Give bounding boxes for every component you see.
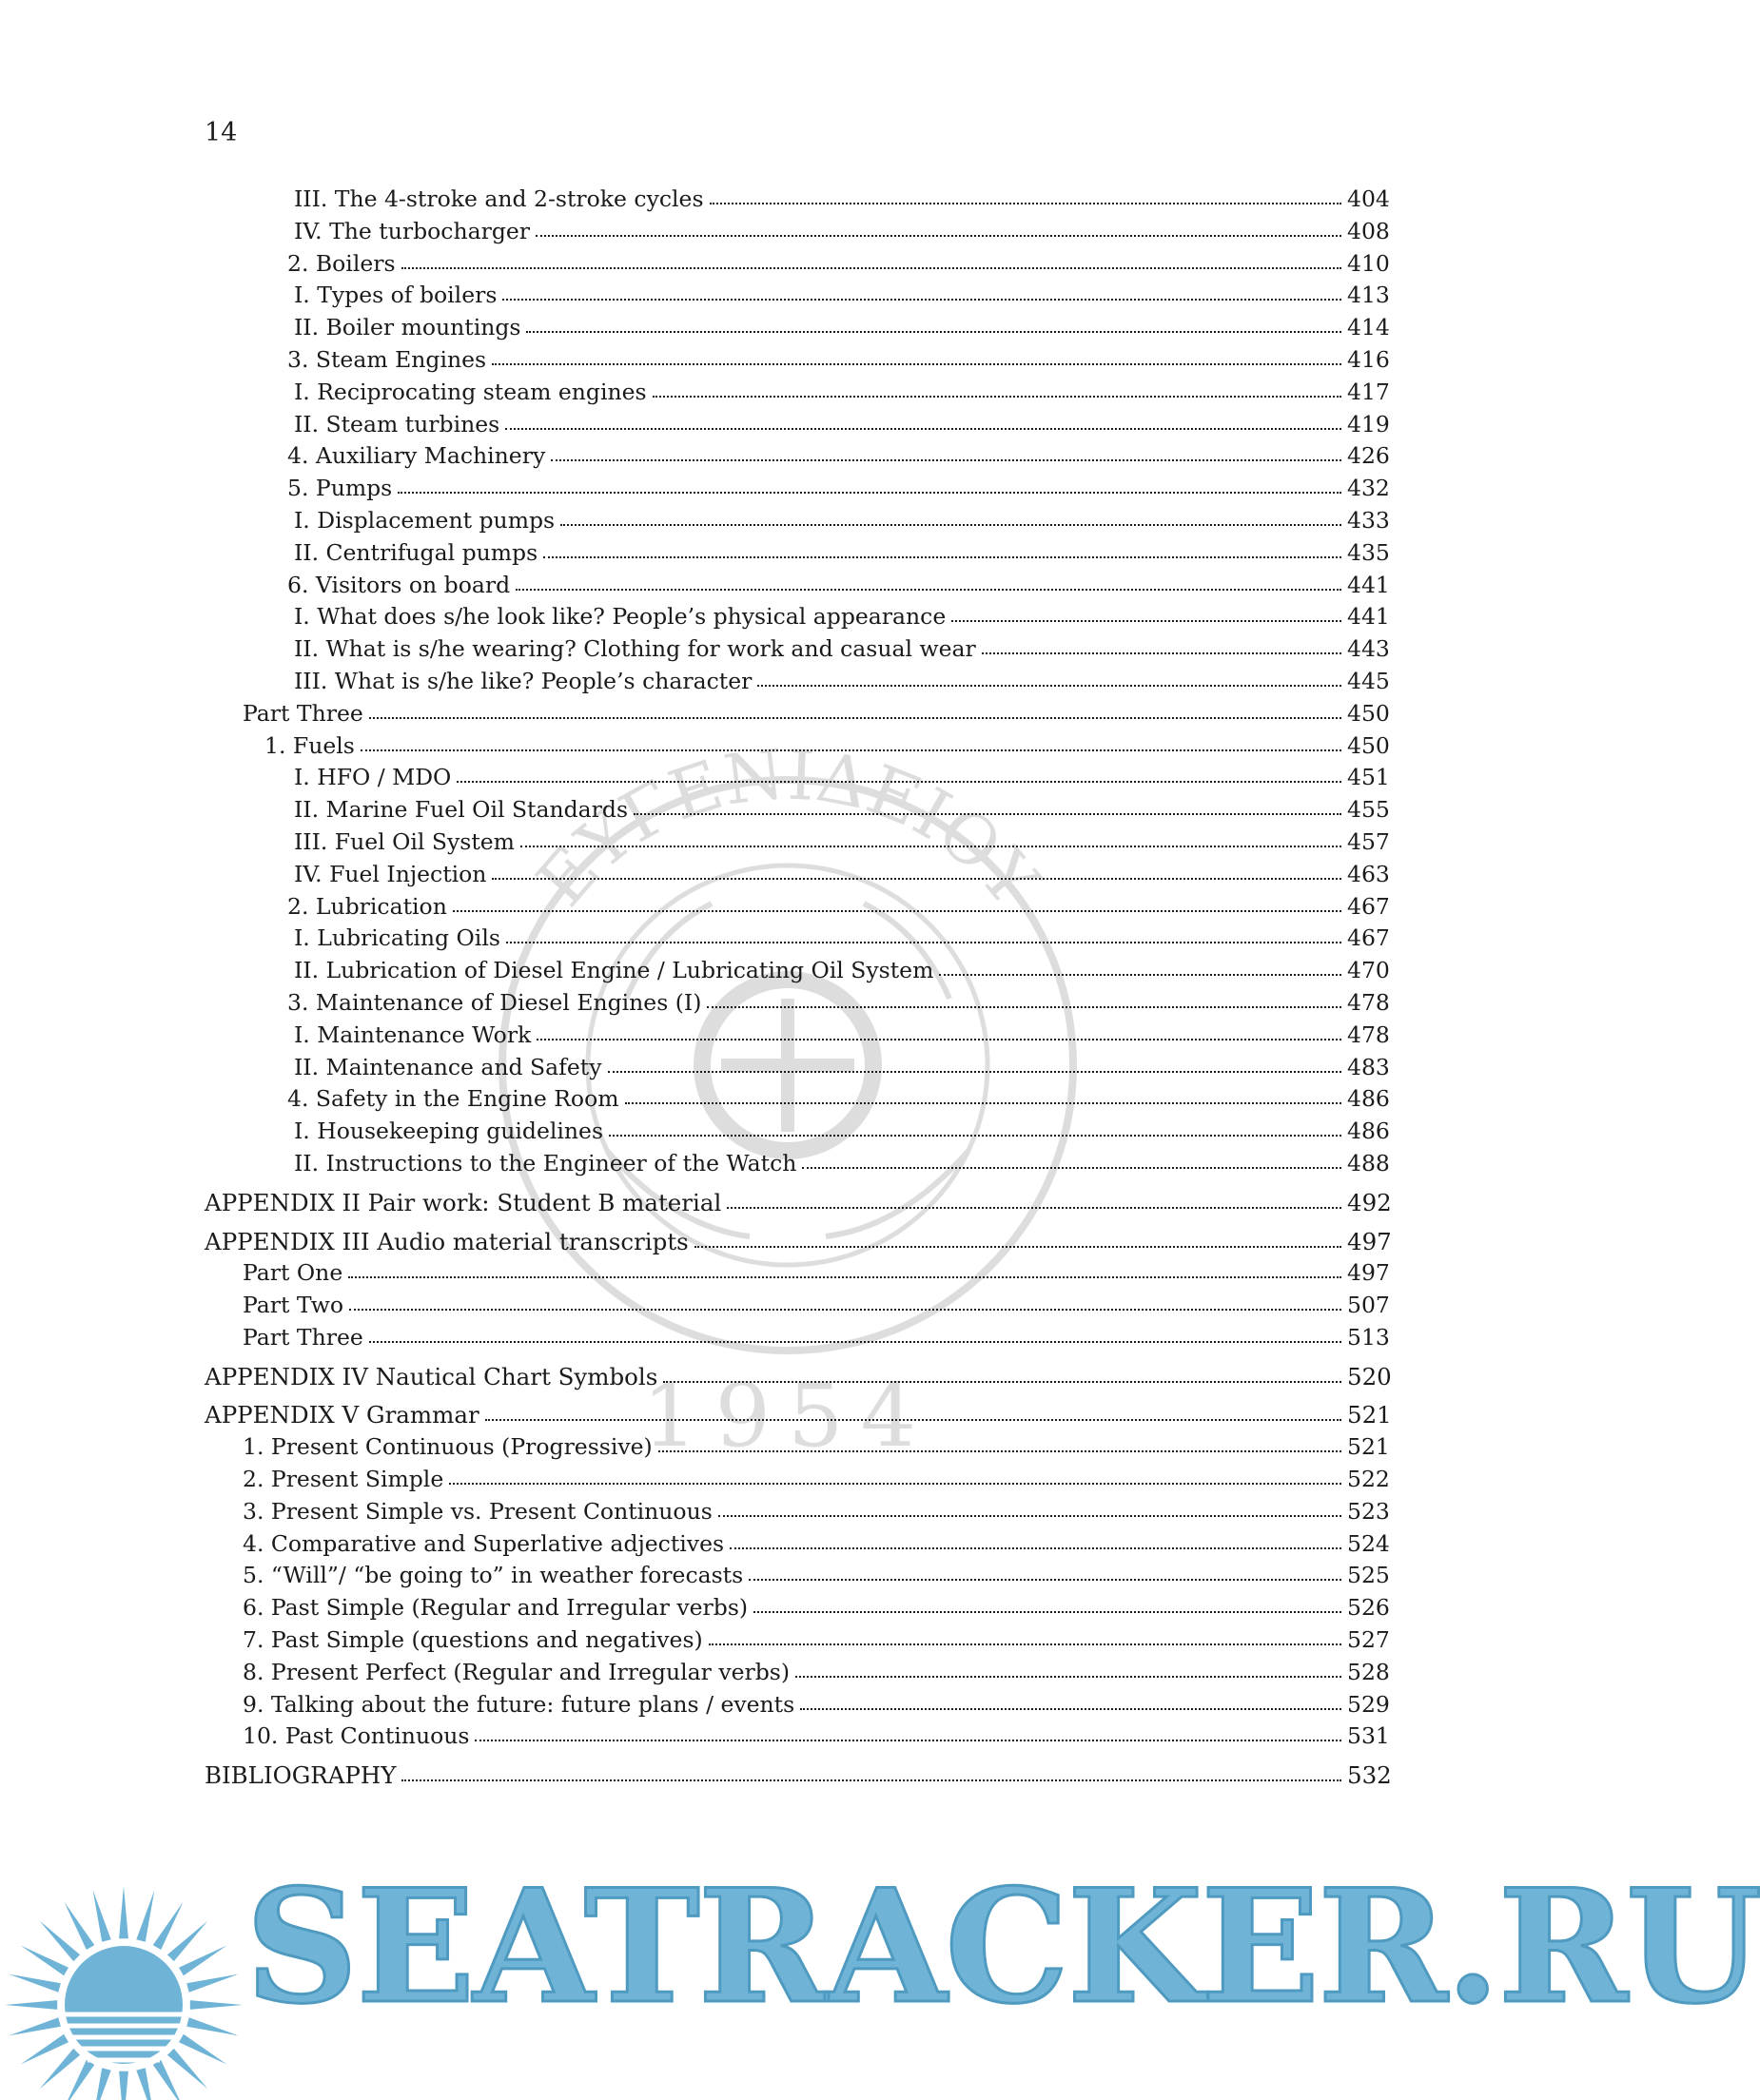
toc-entry-page: 419 — [1347, 410, 1390, 438]
toc-entry-title: 4. Auxiliary Machinery — [287, 442, 546, 470]
toc-entry[interactable] — [205, 537, 1390, 570]
toc-entry[interactable] — [205, 473, 1390, 505]
toc-entry[interactable] — [205, 1496, 1390, 1528]
toc-entry[interactable] — [205, 1560, 1390, 1592]
toc-entry[interactable] — [205, 1083, 1390, 1116]
toc-entry-page: 478 — [1347, 988, 1390, 1016]
dot-leader — [348, 1276, 1341, 1278]
toc-entry-page: 417 — [1347, 378, 1390, 405]
toc-entry[interactable] — [205, 762, 1390, 794]
toc-entry[interactable] — [205, 1116, 1390, 1148]
toc-entry-title: 9. Talking about the future: future plans / events — [243, 1690, 795, 1718]
dot-leader — [398, 492, 1341, 494]
toc-entry-title: 2. Boilers — [287, 249, 396, 277]
toc-entry[interactable] — [205, 1399, 1392, 1431]
dot-leader — [608, 1071, 1342, 1073]
toc-entry-page: 531 — [1347, 1722, 1390, 1750]
toc-entry[interactable] — [205, 312, 1390, 344]
toc-entry[interactable] — [205, 1431, 1390, 1464]
toc-entry-page: 532 — [1347, 1761, 1392, 1790]
dot-leader — [502, 299, 1341, 301]
dot-leader — [537, 1039, 1341, 1040]
toc-entry[interactable] — [205, 1721, 1390, 1753]
dot-leader — [536, 235, 1341, 237]
dot-leader — [349, 1309, 1341, 1311]
toc-entry[interactable] — [205, 1020, 1390, 1052]
toc-entry[interactable] — [205, 440, 1390, 473]
toc-entry[interactable] — [205, 1657, 1390, 1689]
dot-leader — [492, 363, 1341, 365]
toc-entry[interactable] — [205, 826, 1390, 859]
dot-leader — [505, 428, 1341, 430]
toc-entry-page: 521 — [1347, 1401, 1392, 1429]
toc-entry[interactable] — [205, 698, 1390, 730]
toc-entry-title: I. Types of boilers — [294, 282, 498, 309]
dot-leader — [663, 1381, 1341, 1383]
toc-entry[interactable] — [205, 1689, 1390, 1721]
toc-entry[interactable] — [205, 1052, 1390, 1084]
toc-entry-title: I. Displacement pumps — [294, 506, 556, 534]
toc-entry-page: 455 — [1347, 796, 1390, 824]
toc-entry[interactable] — [205, 184, 1390, 216]
toc-entry[interactable] — [205, 1592, 1390, 1624]
toc-entry[interactable] — [205, 923, 1390, 955]
dot-leader — [753, 1611, 1341, 1613]
dot-leader — [560, 524, 1341, 526]
dot-leader — [457, 781, 1341, 783]
toc-entry[interactable] — [205, 1290, 1390, 1322]
toc-entry[interactable] — [205, 280, 1390, 312]
dot-leader — [449, 1483, 1341, 1485]
toc-entry[interactable] — [205, 666, 1390, 698]
toc-entry[interactable] — [205, 1257, 1390, 1290]
toc-entry-page: 497 — [1347, 1227, 1392, 1255]
toc-entry[interactable] — [205, 570, 1390, 602]
watermark-arc-text: ΕΥΓΕΝΙΔΕΙΟΥ — [520, 733, 1055, 922]
toc-entry-page: 520 — [1347, 1362, 1392, 1390]
toc-entry-title: I. HFO / MDO — [294, 764, 452, 791]
toc-entry-page: 404 — [1347, 185, 1390, 212]
toc-entry[interactable] — [205, 1361, 1392, 1393]
toc-entry-page: 513 — [1347, 1323, 1390, 1351]
toc-entry-title: II. Centrifugal pumps — [294, 538, 538, 566]
dot-leader — [609, 1135, 1341, 1137]
toc-entry[interactable] — [205, 344, 1390, 377]
toc-entry-title: Part Three — [243, 699, 363, 727]
dot-leader — [516, 589, 1341, 591]
dot-leader — [951, 620, 1341, 622]
toc-entry-title: 4. Safety in the Engine Room — [287, 1085, 619, 1113]
dot-leader — [709, 1643, 1341, 1645]
toc-entry-page: 432 — [1347, 475, 1390, 502]
toc-entry-page: 478 — [1347, 1021, 1390, 1048]
dot-leader — [369, 717, 1341, 719]
toc-entry-title: APPENDIX IV Nautical Chart Symbols — [205, 1362, 658, 1390]
toc-entry[interactable] — [205, 1187, 1392, 1219]
watermark-banner — [0, 1855, 1760, 2097]
toc-entry-page: 497 — [1347, 1259, 1390, 1287]
toc-entry-page: 486 — [1347, 1118, 1390, 1145]
toc-entry-title: III. Fuel Oil System — [294, 827, 515, 855]
toc-entry[interactable] — [205, 794, 1390, 826]
toc-entry-title: IV. Fuel Injection — [294, 860, 487, 887]
toc-entry-title: I. Reciprocating steam engines — [294, 378, 647, 405]
toc-entry-page: 416 — [1347, 345, 1390, 373]
dot-leader — [453, 910, 1341, 912]
brand-text: SEATRACKER.RU — [245, 1855, 1760, 2038]
toc-entry-title: II. Instructions to the Engineer of the Watch — [294, 1149, 797, 1176]
toc-entry-title: II. Marine Fuel Oil Standards — [294, 796, 629, 824]
toc-entry-title: 3. Present Simple vs. Present Continuous — [243, 1497, 713, 1525]
toc-entry-page: 451 — [1347, 764, 1390, 791]
toc-entry-title: 8. Present Perfect (Regular and Irregular verbs) — [243, 1658, 791, 1685]
toc-entry-page: 435 — [1347, 538, 1390, 566]
watermark-year: 1954 — [641, 1365, 934, 1467]
toc-entry-title: Part Two — [243, 1292, 344, 1319]
toc-entry-title: APPENDIX II Pair work: Student B material — [205, 1188, 722, 1216]
toc-entry-title: 5. “Will”/ “be going to” in weather forecasts — [243, 1562, 744, 1589]
dot-leader — [800, 1708, 1341, 1710]
dot-leader — [795, 1676, 1341, 1678]
toc-entry-title: II. Lubrication of Diesel Engine / Lubricating Oil System — [294, 957, 934, 984]
toc-entry-title: I. What does s/he look like? People’s physical appearance — [294, 603, 947, 631]
toc-entry-title: 4. Comparative and Superlative adjectives — [243, 1529, 725, 1557]
toc-entry-page: 413 — [1347, 282, 1390, 309]
toc-entry-title: 7. Past Simple (questions and negatives) — [243, 1626, 703, 1654]
toc-entry-page: 488 — [1347, 1149, 1390, 1176]
toc-entry-page: 526 — [1347, 1594, 1390, 1622]
toc-entry-title: Part One — [243, 1259, 343, 1287]
toc-entry[interactable] — [205, 633, 1390, 666]
toc-entry[interactable] — [205, 1226, 1392, 1258]
dot-leader — [551, 459, 1341, 461]
toc-entry-page: 507 — [1347, 1292, 1390, 1319]
toc-entry[interactable] — [205, 409, 1390, 441]
toc-entry-title: 1. Fuels — [264, 731, 355, 759]
toc-entry[interactable] — [205, 248, 1390, 281]
toc-entry[interactable] — [205, 216, 1390, 248]
toc-entry-page: 527 — [1347, 1626, 1390, 1654]
toc-entry-page: 426 — [1347, 442, 1390, 470]
dot-leader — [543, 556, 1341, 558]
toc-entry-page: 470 — [1347, 957, 1390, 984]
dot-leader — [634, 813, 1341, 815]
toc-entry-title: BIBLIOGRAPHY — [205, 1761, 397, 1790]
toc-entry[interactable] — [205, 730, 1390, 763]
toc-entry[interactable] — [205, 987, 1390, 1020]
toc-entry[interactable] — [205, 1322, 1390, 1354]
toc-entry-page: 463 — [1347, 860, 1390, 887]
toc-entry-page: 492 — [1347, 1188, 1392, 1216]
toc-entry-title: 6. Visitors on board — [287, 571, 511, 598]
toc-entry-title: 3. Steam Engines — [287, 345, 487, 373]
toc-entry-page: 525 — [1347, 1562, 1390, 1589]
toc-entry-title: APPENDIX V Grammar — [205, 1401, 479, 1429]
table-of-contents — [205, 184, 1392, 1792]
toc-entry-title: Part Three — [243, 1323, 363, 1351]
toc-entry-page: 443 — [1347, 635, 1390, 663]
toc-entry[interactable] — [205, 955, 1390, 987]
dot-leader — [520, 846, 1341, 847]
toc-entry-title: 2. Lubrication — [287, 892, 447, 920]
dot-leader — [707, 1006, 1341, 1008]
toc-entry[interactable] — [205, 505, 1390, 537]
toc-entry-title: 3. Maintenance of Diesel Engines (I) — [287, 988, 702, 1016]
toc-entry-title: II. Steam turbines — [294, 410, 500, 438]
toc-entry-title: 1. Present Continuous (Progressive) — [243, 1433, 653, 1461]
dot-leader — [710, 203, 1341, 204]
toc-entry-page: 414 — [1347, 314, 1390, 341]
dot-leader — [749, 1579, 1341, 1581]
page-number: 14 — [205, 118, 238, 147]
toc-entry-page: 457 — [1347, 827, 1390, 855]
toc-entry-title: IV. The turbocharger — [294, 217, 531, 244]
toc-entry-title: III. What is s/he like? People’s character — [294, 667, 753, 694]
toc-entry-page: 523 — [1347, 1497, 1390, 1525]
dot-leader — [361, 749, 1341, 751]
toc-entry-title: III. The 4-stroke and 2-stroke cycles — [294, 185, 704, 212]
dot-leader — [939, 974, 1341, 976]
dot-leader — [506, 942, 1341, 943]
dot-leader — [802, 1167, 1341, 1169]
toc-entry[interactable] — [205, 1528, 1390, 1561]
sun-logo-icon — [0, 1872, 247, 2100]
toc-entry-page: 410 — [1347, 249, 1390, 277]
dot-leader — [492, 878, 1341, 880]
toc-entry[interactable] — [205, 891, 1390, 924]
toc-entry-page: 524 — [1347, 1529, 1390, 1557]
dot-leader — [658, 1450, 1341, 1452]
toc-entry-page: 483 — [1347, 1053, 1390, 1080]
dot-leader — [625, 1102, 1341, 1104]
toc-entry-page: 486 — [1347, 1085, 1390, 1113]
toc-entry-page: 441 — [1347, 603, 1390, 631]
toc-entry[interactable] — [205, 1464, 1390, 1496]
toc-entry[interactable] — [205, 1148, 1390, 1180]
toc-entry-title: I. Lubricating Oils — [294, 924, 500, 952]
toc-entry[interactable] — [205, 601, 1390, 633]
toc-entry-title: I. Maintenance Work — [294, 1021, 532, 1048]
toc-entry-page: 450 — [1347, 731, 1390, 759]
toc-entry-page: 450 — [1347, 699, 1390, 727]
toc-entry[interactable] — [205, 377, 1390, 409]
toc-entry[interactable] — [205, 859, 1390, 891]
toc-entry-title: APPENDIX III Audio material transcripts — [205, 1227, 689, 1255]
toc-entry-page: 522 — [1347, 1466, 1390, 1493]
toc-entry-title: II. Maintenance and Safety — [294, 1053, 602, 1080]
toc-entry-title: 6. Past Simple (Regular and Irregular verbs) — [243, 1594, 749, 1622]
toc-entry-title: I. Housekeeping guidelines — [294, 1118, 604, 1145]
dot-leader — [526, 331, 1341, 333]
toc-entry-title: II. Boiler mountings — [294, 314, 521, 341]
dot-leader — [475, 1740, 1341, 1741]
dot-leader — [369, 1341, 1341, 1343]
dot-leader — [653, 396, 1341, 398]
toc-entry-title: 5. Pumps — [287, 475, 393, 502]
dot-leader — [485, 1419, 1341, 1421]
toc-entry-page: 528 — [1347, 1658, 1390, 1685]
toc-entry-page: 445 — [1347, 667, 1390, 694]
dot-leader — [727, 1207, 1341, 1209]
dot-leader — [757, 685, 1341, 687]
dot-leader — [730, 1547, 1341, 1549]
toc-entry[interactable] — [205, 1624, 1390, 1657]
toc-entry-title: II. What is s/he wearing? Clothing for work and casual wear — [294, 635, 976, 663]
dot-leader — [718, 1515, 1341, 1517]
toc-entry-title: 2. Present Simple — [243, 1466, 444, 1493]
toc-entry-page: 408 — [1347, 217, 1390, 244]
toc-entry[interactable] — [205, 1760, 1392, 1792]
toc-entry-page: 529 — [1347, 1690, 1390, 1718]
toc-entry-page: 441 — [1347, 571, 1390, 598]
dot-leader — [982, 652, 1341, 654]
toc-entry-page: 521 — [1347, 1433, 1390, 1461]
toc-entry-page: 467 — [1347, 892, 1390, 920]
toc-entry-page: 433 — [1347, 506, 1390, 534]
dot-leader — [401, 267, 1341, 269]
dot-leader — [694, 1246, 1341, 1248]
dot-leader — [401, 1779, 1341, 1781]
toc-entry-page: 467 — [1347, 924, 1390, 952]
toc-entry-title: 10. Past Continuous — [243, 1722, 470, 1750]
